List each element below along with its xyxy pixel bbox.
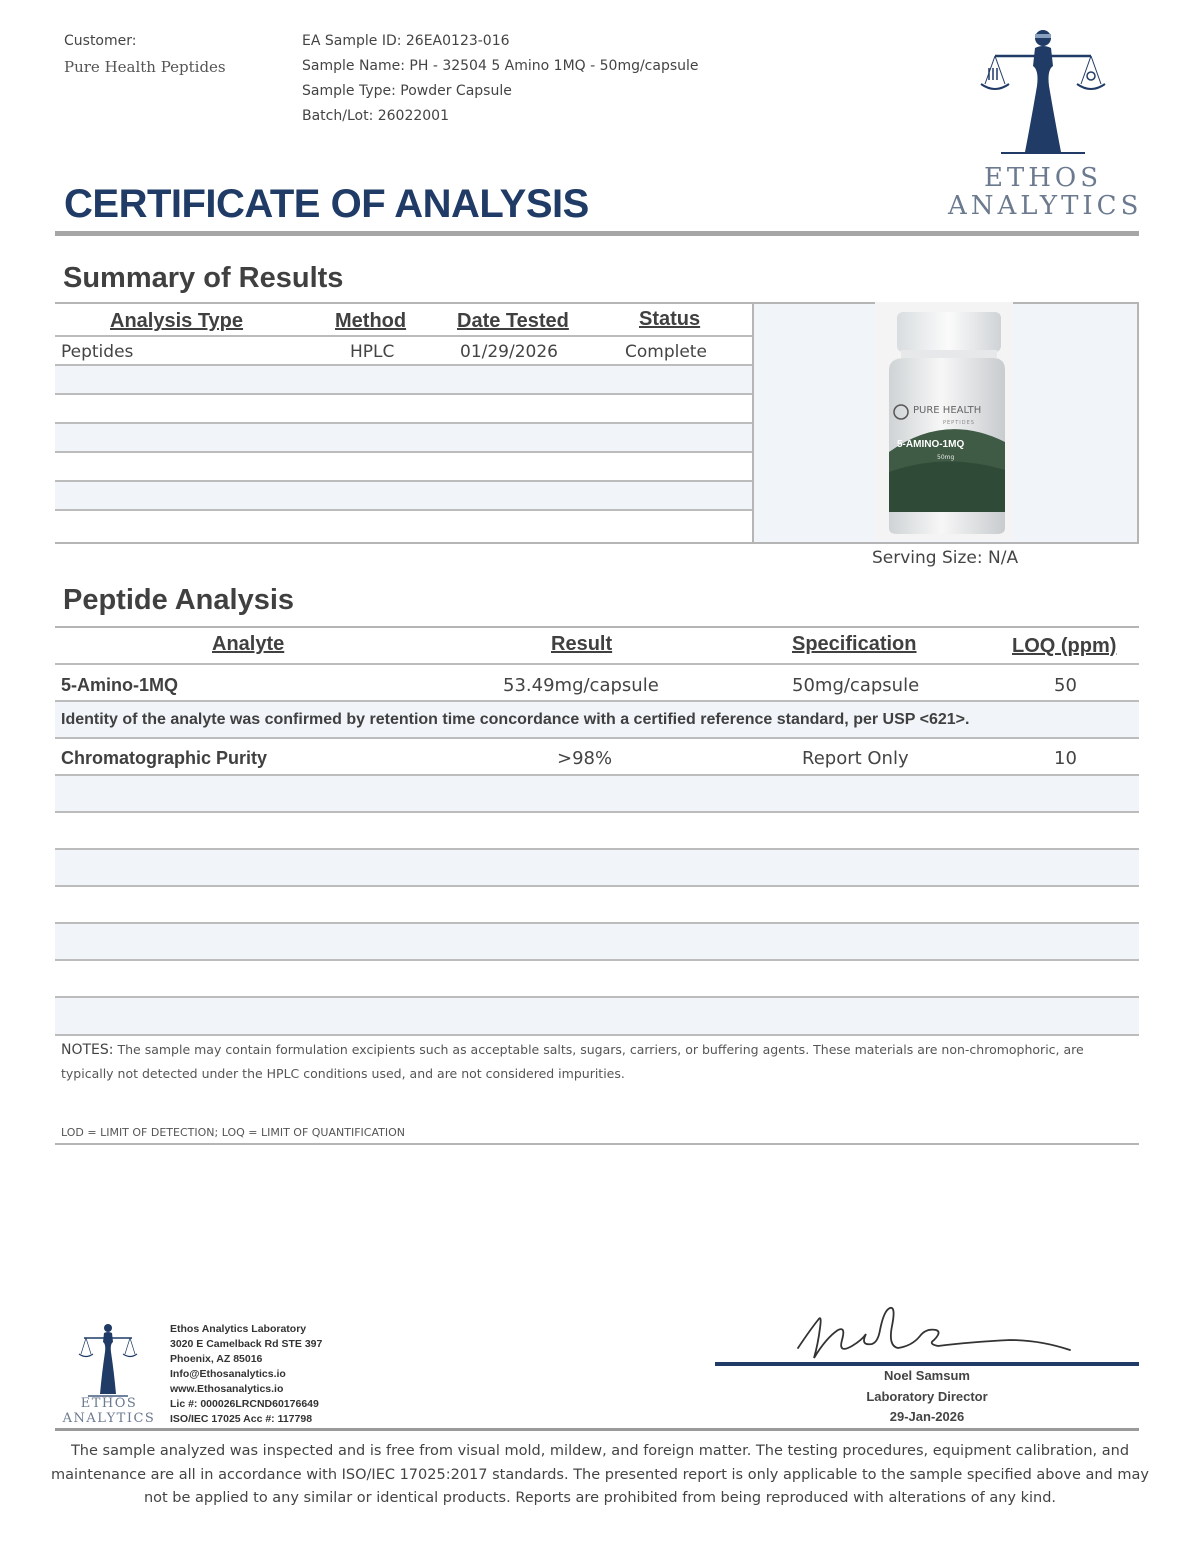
lod-note: LOD = LIMIT OF DETECTION; LOQ = LIMIT OF QUANTIFICATION: [61, 1126, 405, 1139]
method-cell: HPLC: [350, 342, 395, 362]
product-dose: 50mg: [937, 454, 955, 461]
table-row: [55, 961, 1139, 998]
analysis-type-cell: Peptides: [61, 342, 134, 362]
logo-text: [948, 163, 1143, 221]
product-name: 5-AMINO-1MQ: [897, 439, 965, 450]
lab-name: Ethos Analytics Laboratory: [170, 1323, 307, 1335]
notes-divider: [55, 1143, 1139, 1145]
identity-note: Identity of the analyte was confirmed by retention time concordance with a certified reference standard, per USP <621>.: [61, 711, 970, 728]
col-date-tested: Date Tested: [457, 310, 569, 332]
loq-cell: 50: [1054, 675, 1077, 696]
sign-date: 29-Jan-2026: [889, 1409, 965, 1424]
table-row: [55, 453, 752, 482]
signature: [780, 1300, 1080, 1366]
table-row: [55, 813, 1139, 850]
table-row: [55, 739, 1139, 776]
summary-table: [55, 302, 752, 544]
col-loq: LOQ (ppm): [1012, 635, 1117, 657]
product-sub: PEPTIDES: [943, 420, 975, 426]
lab-street: 3020 E Camelback Rd STE 397: [170, 1338, 323, 1350]
table-row: [55, 511, 752, 540]
batch-lot: Batch/Lot: 26022001: [302, 108, 449, 124]
sample-name: Sample Name: PH - 32504 5 Amino 1MQ - 50mg/capsule: [302, 58, 699, 74]
serving-size: Serving Size: N/A: [872, 548, 1019, 568]
table-row: [55, 424, 752, 453]
lab-iso: ISO/IEC 17025 Acc #: 117798: [170, 1413, 313, 1425]
signature-line: [715, 1362, 1139, 1366]
analyte-cell: 5-Amino-1MQ: [61, 675, 178, 695]
result-cell: >98%: [557, 748, 613, 769]
lab-address: [170, 1322, 322, 1427]
table-row: [55, 395, 752, 424]
peptide-heading: Peptide Analysis: [63, 584, 295, 616]
notes-label: NOTES:: [61, 1042, 114, 1058]
product-photo: [875, 302, 1013, 540]
col-method: Method: [335, 310, 407, 332]
footer-logo-line-2: ANALYTICS: [62, 1411, 156, 1426]
lab-website[interactable]: www.Ethosanalytics.io: [170, 1383, 284, 1395]
product-brand: PURE HEALTH: [913, 405, 982, 416]
page-title: CERTIFICATE OF ANALYSIS: [64, 182, 589, 226]
summary-header-row: [55, 304, 752, 337]
table-row: [55, 482, 752, 511]
footer-divider: [55, 1428, 1139, 1431]
analyte-cell: Chromatographic Purity: [61, 748, 268, 768]
table-row: [55, 850, 1139, 887]
date-tested-cell: 01/29/2026: [460, 342, 558, 362]
disclaimer-line-3: not be applied to any similar or identical products. Reports are prohibited from being reproduced with alterations of any kind.: [143, 1490, 1057, 1506]
signer-title: Laboratory Director: [866, 1389, 988, 1404]
lab-license: Lic #: 000026LRCND60176649: [170, 1398, 319, 1410]
table-row: [55, 665, 1139, 702]
table-row: [55, 366, 752, 395]
logo-line-1: ETHOS: [983, 163, 1103, 193]
customer-label: Customer:: [64, 33, 137, 49]
table-row: [55, 337, 752, 366]
notes-line-1: The sample may contain formulation excipients such as acceptable salts, sugars, carriers, or buffering agents. These materials are non-chromophoric, are: [113, 1042, 1084, 1057]
table-row: [55, 924, 1139, 961]
footer-logo-text: [56, 1396, 162, 1426]
table-row: [55, 887, 1139, 924]
col-specification: Specification: [792, 633, 917, 655]
summary-heading: Summary of Results: [63, 262, 344, 294]
customer-name: Pure Health Peptides: [64, 58, 226, 76]
col-analysis-type: Analysis Type: [110, 310, 244, 332]
loq-cell: 10: [1054, 748, 1077, 769]
specification-cell: 50mg/capsule: [792, 675, 920, 696]
disclaimer-line-2: maintenance are all in accordance with ISO/IEC 17025:2017 standards. The presented report is only applicable to the sample specified above and may: [51, 1466, 1149, 1483]
table-row: [55, 998, 1139, 1036]
disclaimer: [40, 1440, 1160, 1511]
sample-type: Sample Type: Powder Capsule: [302, 83, 512, 99]
result-cell: 53.49mg/capsule: [503, 675, 659, 696]
logo-line-2: ANALYTICS: [948, 191, 1143, 221]
notes: [61, 1038, 1141, 1086]
title-divider: [55, 231, 1139, 236]
ethos-logo-icon: [975, 26, 1111, 158]
footer-logo-line-1: ETHOS: [80, 1396, 138, 1411]
signer-name: Noel Samsum: [884, 1368, 970, 1383]
sample-id: EA Sample ID: 26EA0123-016: [302, 33, 510, 49]
disclaimer-line-1: The sample analyzed was inspected and is free from visual mold, mildew, and foreign matter. The testing procedures, equipment calibration, and: [70, 1443, 1130, 1459]
col-status: Status: [639, 308, 701, 330]
identity-note-row: [55, 702, 1139, 739]
table-row: [55, 776, 1139, 813]
footer-logo-icon: [78, 1322, 138, 1400]
lab-city: Phoenix, AZ 85016: [170, 1353, 263, 1365]
peptide-header-row: [55, 626, 1139, 665]
col-analyte: Analyte: [212, 633, 285, 655]
specification-cell: Report Only: [802, 748, 909, 769]
col-result: Result: [551, 633, 613, 655]
status-cell: Complete: [625, 342, 707, 362]
notes-line-2: typically not detected under the HPLC conditions used, and are not considered impurities.: [61, 1066, 625, 1081]
lab-email[interactable]: Info@Ethosanalytics.io: [170, 1368, 286, 1380]
